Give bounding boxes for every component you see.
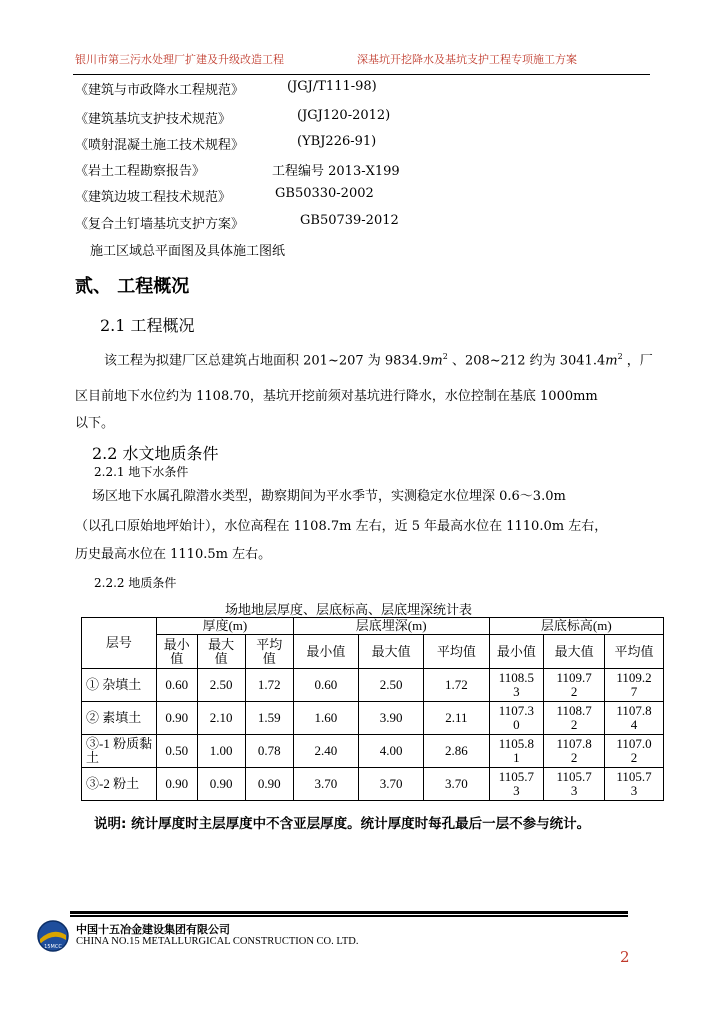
table-row	[82, 768, 664, 801]
col-header-sub: 最大值	[359, 635, 424, 669]
col-header-layer: 层号	[82, 618, 157, 669]
paragraph-text: 该工程为拟建厂区总建筑占地面积 201~207 为 9834.9	[104, 353, 431, 369]
table-cell: 1105.7 3	[489, 768, 544, 801]
table-cell: 0.78	[245, 735, 293, 768]
table-cell: 1.72	[424, 669, 489, 702]
table-cell: 1.00	[197, 735, 245, 768]
paragraph-line: 区目前地下水位约为 1108.70，基坑开挖前须对基坑进行降水，水位控制在基底 1000mm	[75, 389, 598, 404]
paragraph-text: 、208~212 约为 3041.4	[447, 353, 606, 369]
table-cell: 2.11	[424, 702, 489, 735]
subsubsection-heading: 2.2.1 地下水条件	[94, 465, 189, 479]
unit-m: m	[430, 353, 443, 369]
reference-title: 《建筑基坑支护技术规范》	[75, 112, 232, 127]
table-cell: 4.00	[359, 735, 424, 768]
reference-item	[75, 186, 374, 205]
paragraph-line: 场区地下水属孔隙潜水类型，勘察期间为平水季节，实测稳定水位埋深 0.6～3.0m	[92, 489, 566, 504]
company-name-cn: 中国十五冶金建设集团有限公司	[76, 923, 230, 936]
table-note: 说明: 统计厚度时主层厚度中不含亚层厚度。统计厚度时每孔最后一层不参与统计。	[94, 816, 591, 832]
page-number: 2	[620, 948, 630, 966]
table-cell: 0.90	[197, 768, 245, 801]
unit-m: m	[605, 353, 618, 369]
table-cell: 1107.0 2	[605, 735, 664, 768]
table-cell: 1107.3 0	[489, 702, 544, 735]
cell-layer: ② 素填土	[82, 702, 157, 735]
sub-header-row	[82, 635, 664, 669]
table-cell: 0.50	[156, 735, 197, 768]
group-header-thickness: 厚度(m)	[156, 618, 293, 635]
reference-code: GB50739-2012	[300, 213, 399, 228]
reference-item	[75, 160, 400, 179]
paragraph-text: ，厂	[622, 353, 653, 369]
unit-superscript: 2	[442, 352, 448, 361]
logo-text: 15MCC	[44, 944, 62, 950]
reference-code: (JGJ120-2012)	[297, 108, 391, 123]
table-cell: 3.70	[424, 768, 489, 801]
table-cell: 1.72	[245, 669, 293, 702]
table-cell: 1.60	[293, 702, 358, 735]
col-header-sub: 最小 值	[156, 635, 197, 669]
table-cell: 1105.7 3	[605, 768, 664, 801]
reference-item	[75, 213, 399, 232]
unit-superscript: 2	[617, 352, 623, 361]
table-row	[82, 702, 664, 735]
paragraph-line: 历史最高水位在 1110.5m 左右。	[75, 547, 272, 562]
table-row	[82, 735, 664, 768]
reference-title: 《建筑边坡工程技术规范》	[75, 190, 232, 205]
group-header-depth: 层底埋深(m)	[293, 618, 489, 635]
paragraph-line: 以下。	[75, 416, 115, 431]
table-cell: 0.60	[293, 669, 358, 702]
paragraph-line: （以孔口原始地坪始计），水位高程在 1108.7m 左右，近 5 年最高水位在 1110.0m 左右，	[75, 519, 608, 534]
table-cell: 0.60	[156, 669, 197, 702]
reference-item	[75, 134, 377, 153]
table-cell: 0.90	[156, 702, 197, 735]
subsection-heading: 2.1 工程概况	[100, 316, 195, 335]
table-title: 场地地层厚度、层底标高、层底埋深统计表	[225, 603, 473, 618]
table-cell: 1109.2 7	[605, 669, 664, 702]
cell-layer: ① 杂填土	[82, 669, 157, 702]
header-divider	[73, 74, 650, 75]
reference-drawings: 施工区域总平面图及具体施工图纸	[90, 244, 286, 259]
company-logo	[36, 917, 70, 955]
table-cell: 2.10	[197, 702, 245, 735]
reference-item	[75, 79, 377, 98]
col-header-sub: 平均值	[605, 635, 664, 669]
section-heading: 贰、 工程概况	[75, 276, 190, 297]
table-cell: 1109.7 2	[544, 669, 605, 702]
col-header-sub: 最大 值	[197, 635, 245, 669]
reference-code: (YBJ226-91)	[297, 134, 377, 149]
table-cell: 0.90	[156, 768, 197, 801]
table-cell: 3.90	[359, 702, 424, 735]
col-header-sub: 最小值	[489, 635, 544, 669]
reference-item	[75, 108, 391, 127]
table-cell: 3.70	[293, 768, 358, 801]
group-header-elevation: 层底标高(m)	[489, 618, 663, 635]
header-project-name: 银川市第三污水处理厂扩建及升级改造工程	[75, 53, 284, 66]
table-cell: 1107.8 2	[544, 735, 605, 768]
reference-title: 《复合土钉墙基坑支护方案》	[75, 217, 245, 232]
header-document-title: 深基坑开挖降水及基坑支护工程专项施工方案	[357, 53, 577, 66]
reference-code: (JGJ/T111-98)	[287, 79, 377, 94]
col-header-sub: 最小值	[293, 635, 358, 669]
table-row	[82, 669, 664, 702]
table-cell: 2.40	[293, 735, 358, 768]
reference-code: 工程编号 2013-X199	[272, 164, 400, 179]
col-header-sub: 最大值	[544, 635, 605, 669]
table-cell: 3.70	[359, 768, 424, 801]
table-cell: 2.50	[359, 669, 424, 702]
subsection-heading: 2.2 水文地质条件	[92, 444, 219, 463]
subsubsection-heading: 2.2.2 地质条件	[94, 576, 177, 590]
table-cell: 1.59	[245, 702, 293, 735]
cell-layer: ③-1 粉质黏 土	[82, 735, 157, 768]
table-body	[82, 669, 664, 801]
table-cell: 1105.8 1	[489, 735, 544, 768]
col-header-sub: 平均 值	[245, 635, 293, 669]
company-name-en: CHINA NO.15 METALLURGICAL CONSTRUCTION CO. LTD.	[76, 936, 359, 947]
col-header-sub: 平均值	[424, 635, 489, 669]
table-cell: 2.50	[197, 669, 245, 702]
table-cell: 0.90	[245, 768, 293, 801]
reference-code: GB50330-2002	[275, 186, 374, 201]
reference-title: 《岩土工程勘察报告》	[75, 164, 206, 179]
reference-title: 《喷射混凝土施工技术规程》	[75, 138, 245, 153]
reference-title: 《建筑与市政降水工程规范》	[75, 83, 245, 98]
paragraph-line	[104, 341, 653, 376]
cell-layer: ③-2 粉土	[82, 768, 157, 801]
table-cell: 1107.8 4	[605, 702, 664, 735]
footer-rule	[70, 915, 628, 917]
table-cell: 1105.7 3	[544, 768, 605, 801]
stratum-statistics-table	[81, 617, 664, 801]
table-cell: 1108.5 3	[489, 669, 544, 702]
table-cell: 1108.7 2	[544, 702, 605, 735]
table-cell: 2.86	[424, 735, 489, 768]
footer-rule	[70, 911, 628, 914]
